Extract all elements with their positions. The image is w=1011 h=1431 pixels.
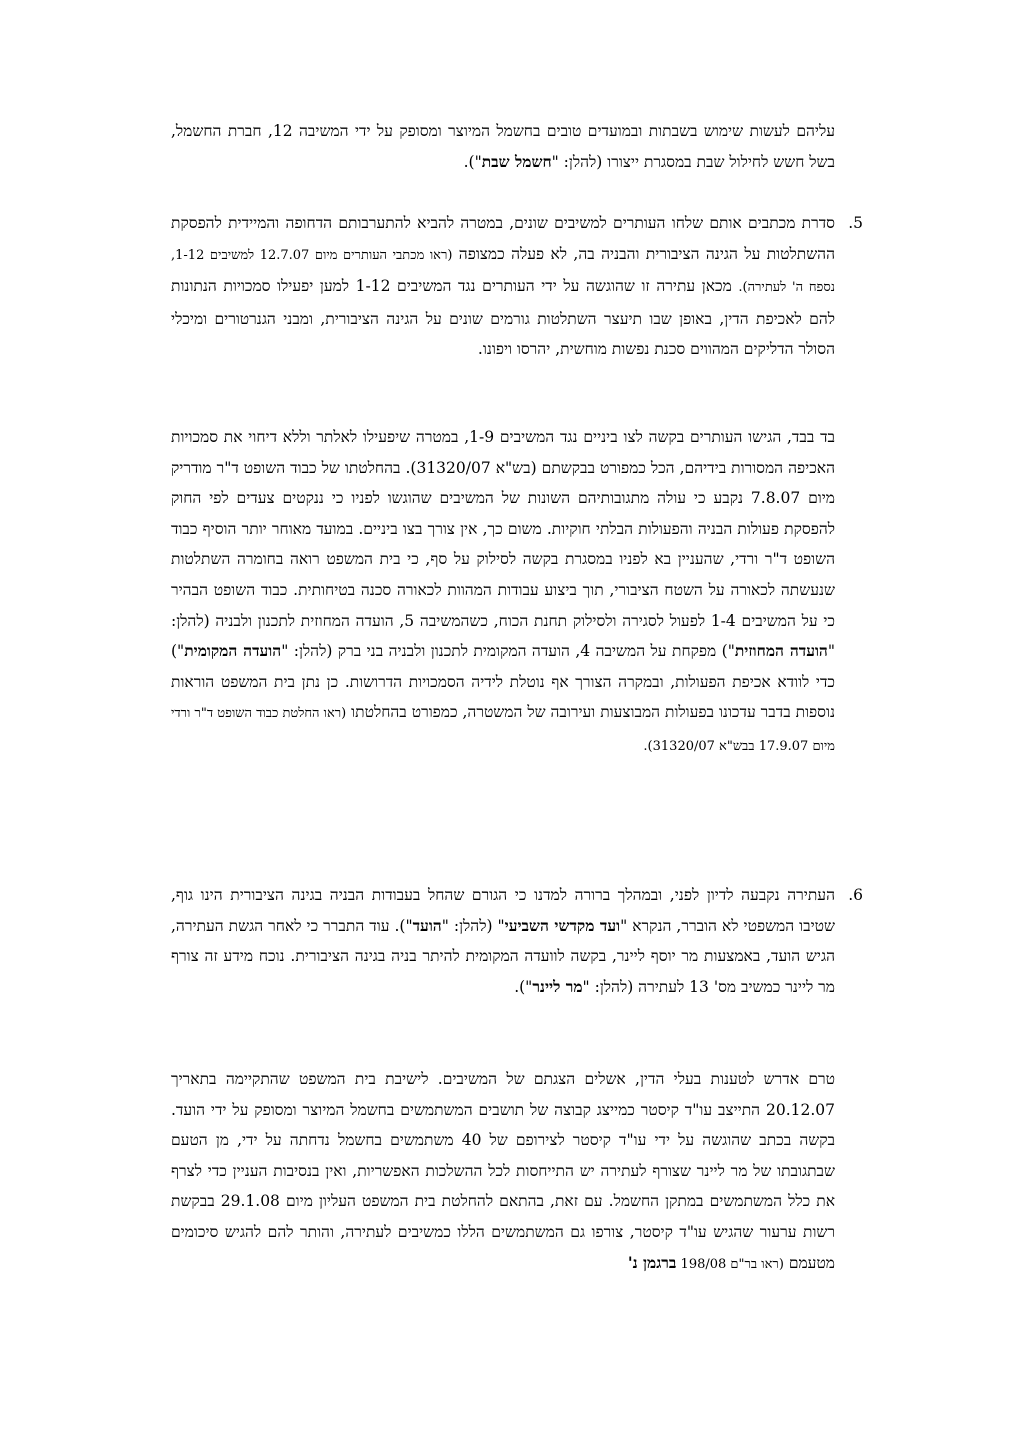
paragraph-5: סדרת מכתבים אותם שלחו העותרים למשיבים שונים, במטרה להביא להתערבותם הדחופה והמיידית להפסקת ההשתלטות על הגינה הציבורית והבניה בה, לא פעלה כמצופה (ראו מכתבי העותרים מיום 12.7.07 למשיבים 1-12, נספח ה' לעתירה). מכאן עתירה זו שהוגשה על ידי העותרים נגד המשיבים 1-12 למען יפעילו סמכויות הנתונות להם לאכיפת הדין, באופן שבו תיעצר השתלטות גורמים שונים על הגינה הציבורית, ומבני הגנרטורים ומיכלי הסולר הדליקים המהווים סכנת נפשות מוחשית, יהרסו ויפונו. bbox=[171, 214, 835, 359]
paragraph-6-continued: טרם אדרש לטענות בעלי הדין, אשלים הצגתם של המשיבים. לישיבת בית המשפט שהתקיימה בתאריך 20.12.07 התייצב עו"ד קיסטר כמייצג קבוצה של תושבים המשתמשים בחשמל המיוצר ומסופק על ידי הועד. בקשה בכתב שהוגשה על ידי עו"ד קיסטר לצירופם של 40 משתמשים בחשמל נדחתה על ידי, מן הטעם שבתגובתו של מר ליינר שצורף לעתירה יש התייחסות לכל ההשלכות האפשריות, ואין בנסיבות העניין כדי לצרף את כלל המשתמשים במתקן החשמל. עם זאת, בהתאם להחלטת בית המשפט העליון מיום 29.1.08 בבקשת רשות ערעור שהגיש עו"ד קיסטר, צורפו גם המשתמשים הללו כמשיבים לעתירה, והותר להם להגיש סיכומים מטעמם (ראו בר"ם 198/08 ברגמן נ' bbox=[171, 1070, 835, 1272]
paragraph-6: העתירה נקבעה לדיון לפני, ובמהלך ברורה למדנו כי הגורם שהחל בעבודות הבניה בגינה הציבורית הינו גוף, שטיבו המשפטי לא הוברר, הנקרא "ועד מקדשי השביעי" (להלן: "הועד"). עוד התברר כי לאחר הגשת העתירה, הגיש הועד, באמצעות מר יוסף ליינר, בקשה לוועדה המקומית להיתר בניה בגינה הציבורית. נוכח מידע זה צורף מר ליינר כמשיב מס' 13 לעתירה (להלן: "מר ליינר"). bbox=[171, 886, 836, 996]
paragraph-5-continued: בד בבד, הגישו העותרים בקשה לצו ביניים נגד המשיבים 1-9, במטרה שיפעילו לאלתר וללא דיחוי את סמכויות האכיפה המסורות בידיהם, הכל כמפורט בבקשתם (בש"א 31320/07). בהחלטתו של כבוד השופט ד"ר מודריק מיום 7.8.07 נקבע כי עולה מתגובותיהם השונות של המשיבים שהוגשו לפניו כי ננקטים צעדים לפי החוק להפסקת פעולות הבניה והפעולות הבלתי חוקיות. משום כך, אין צורך בצו ביניים. במועד מאוחר יותר הוסיף כבוד השופט ד"ר ורדי, שהעניין בא לפניו במסגרת בקשה לסילוק על סף, כי בית המשפט רואה בחומרה השתלטות שנעשתה לכאורה על השטח הציבורי, תוך ביצוע עבודות המהוות לכאורה סכנה בטיחותית. כבוד השופט הבהיר כי על המשיבים 1-4 לפעול לסגירה ולסילוק תחנת הכוח, כשהמשיבה 5, הועדה המחוזית לתכנון ולבניה (להלן: "הועדה המחוזית") מפקחת על המשיבה 4, הועדה המקומית לתכנון ולבניה בני ברק (להלן: "הועדה המקומית") כדי לוודא אכיפת הפעולות, ובמקרה הצורך אף נוטלת לידיה הסמכויות הדרושות. כן נתן בית המשפט הוראות נוספות בדבר עדכונו בפעולות המבוצעות ועירובה של המשטרה, כמפורט בהחלטתו (ראו החלטת כבוד השופט ד"ר ורדי מיום 17.9.07 בבש"א 31320/07). bbox=[171, 428, 836, 754]
paragraph-4-continuation: עליהם לעשות שימוש בשבתות ובמועדים טובים בחשמל המיוצר ומסופק על ידי המשיבה 12, חברת החשמל, בשל חשש לחילול שבת במסגרת ייצורו (להלן: "חשמל שבת"). bbox=[171, 122, 835, 171]
paragraph-number-6: 6. bbox=[848, 886, 863, 904]
paragraph-number-5: 5. bbox=[848, 214, 863, 232]
